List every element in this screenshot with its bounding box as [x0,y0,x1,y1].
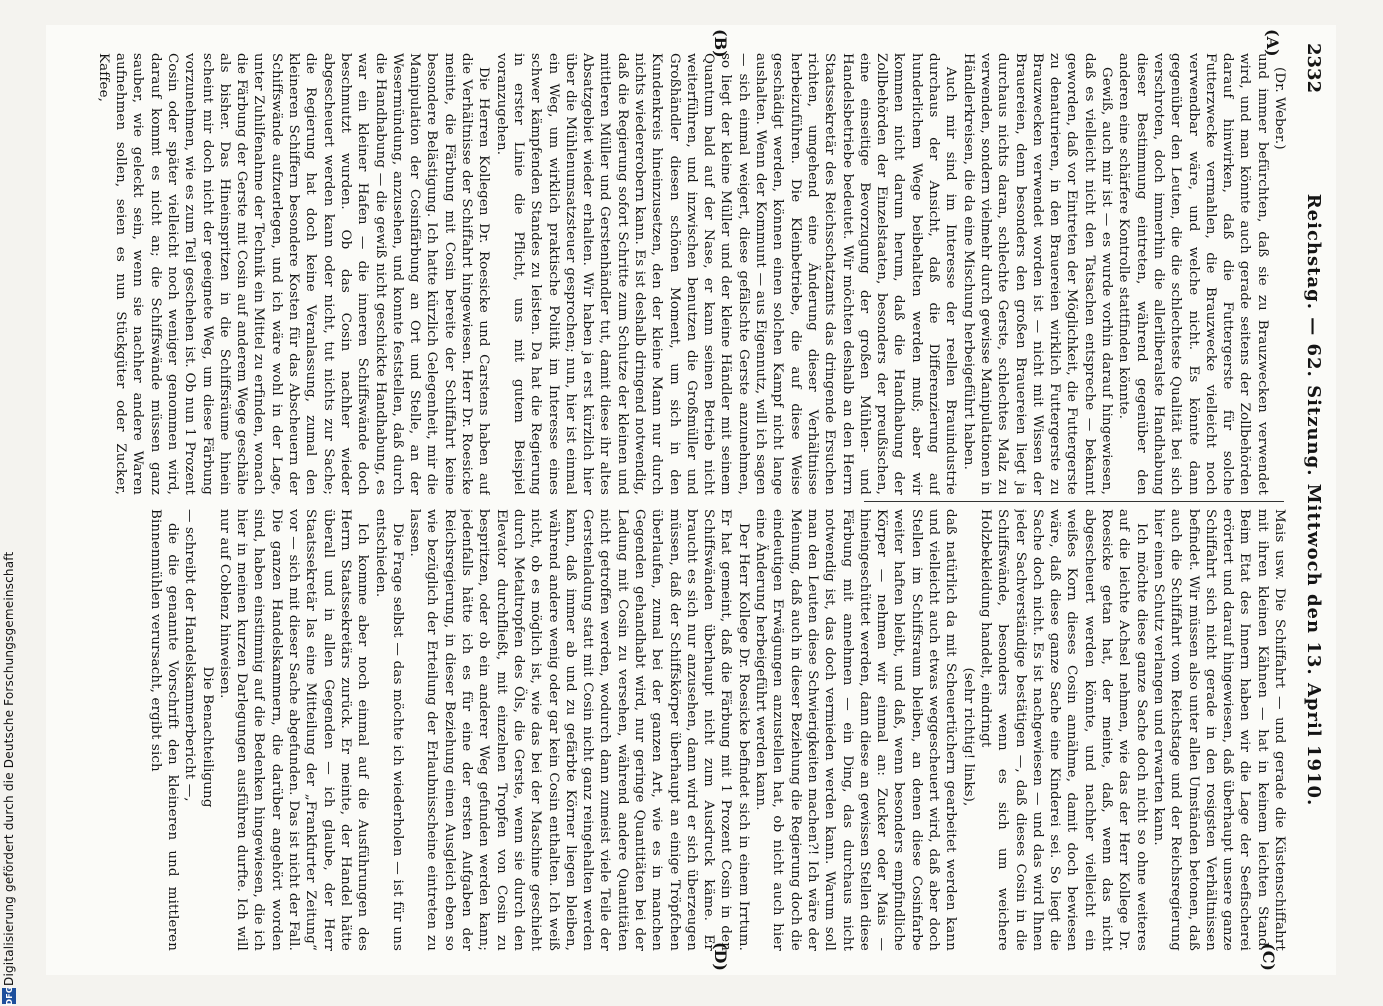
margin-marker-b: (B) [711,29,730,58]
paragraph: Die Frage selbst — das möchte ich wiederholen — ist für uns entschieden. [372,509,405,951]
paragraph: Der Herr Kollege Dr. Roesicke befindet sich in einem Irrtum. Er hat gemeint, daß die Färbung mit 1 Prozent Cosin in den Schiffswänden überhaupt nicht zum Ausdruck käme. Er braucht es sich nur anzusehen, dann wird er sich überzeugen müssen, daß der Schiffskörper überhaupt an einige Tröpfchen überlaufen, zumal bei der ganzen Art, wie es in manchen Gegenden gehandhabt wird, nur geringe Quantitäten bei der Ladung mit Cosin zu versehen, während andere Quantitäten nicht getroffen werden, wodurch dann zumeist viele Teile der Gerstenladung statt mit Cosin nicht ganz reingehalten werden kann, daß immer ab und zu gefärbte Körner liegen bleiben, während andere wenig oder gar kein Cosin enthalten. Ich weiß nicht, ob es möglich ist, wie das bei der Maschine geschieht durch Metaltropfen des Öls, die Gerste, wenn sie durch den Elevator durchfließt, mit einzelnen Tropfen von Cosin zu bespritzen, oder ob ein anderer Weg gefunden werden kann; jedenfalls hätte ich es für eine der ersten Aufgaben der Reichsregierung, in dieser Beziehung einen Ausgleich eben so wie bezüglich der Erteilung der Erlaubnisscheine eintreten zu lassen. [407,509,751,951]
speaker-name: (Dr. Weber.) [1272,67,1287,150]
page-number: 2332 [1303,43,1324,94]
paragraph: die die genannte Vorschrift den kleineren und mittleren Binnenmühlen verursacht, ergibt sich [147,509,180,951]
document-page [46,25,1336,975]
paragraph: Ich möchte diese ganze Sache doch nicht so ohne weiteres auf die leichte Achsel nehmen, wie das der Herr Kollege Dr. Roesicke getan hat, der meinte, daß, wenn das nicht abgescheuert werden könnte, und nachher vielleicht ein weißes Korn dieses Cosin annähme, damit doch bewiesen wäre, daß diese ganze Sache eine Kinderei sei. So liegt die Sache doch nicht. Es ist nachgewiesen — und das wird Ihnen jeder Sachverständige bestätigen —, daß dieses Cosin in die Schiffswände, besonders wenn es sich um weichere Holzbekleidung handelt, eindringt [977,509,1149,951]
paragraph: Ich komme aber noch einmal auf die Ausführungen des Herrn Staatssekretärs zurück. Er meinte, der Handel hätte überall und in allen Gegenden — ich glaube, der Herr Staatssekretär las eine Mitteilung der „Frankfurter Zeitung“ vor — sich mit dieser Sache abgefunden. Das ist nicht der Fall. Die ganzen Handelskammern, die darüber angehört worden sind, haben einstimmig auf die Bedenken hingewiesen, die ich hier in meinen kurzen Darlegungen ausführen durfte. Ich will nur auf Coblenz hinweisen. [216,509,371,951]
paragraph: daß natürlich da mit Scheuertüchern gearbeitet werden kann und vielleicht auch etwas weggescheuert wird, daß aber doch Stellen im Schiffsraum bleiben, an denen diese Cosinfarbe weiter haften bleibt, und daß, wenn besonders empfindliche Körper — nehmen wir einmal an: Zucker oder Mais — hineingeschüttet werden, dann diese an gewissen Stellen diese Färbung mit annehmen — ein Ding, das durchaus nicht notwendig ist, das doch vermieden werden kann. Warum soll man den Leuten diese Schwierigkeiten machen?! Ich wäre der Meinung, daß auch in dieser Beziehung die Regierung doch die eindeutigen Erwägungen anzustellen hat, ob nicht auch hier eine Änderung herbeigeführt werden kann. [753,509,959,951]
quote-heading: Die Benachteiligung [199,666,215,808]
paragraph: — schreibt der Handelskammerbericht —, [182,509,198,802]
running-head: Reichstag. — 62. Sitzung. Mittwoch den 13. April 1910. [1303,193,1324,807]
credit-text: Digitalisierung gefördert durch die Deutsche Forschungsgemeinschaft [2,551,16,986]
page-header [1298,43,1324,957]
right-column [68,509,1288,951]
left-column [68,53,1288,495]
margin-marker-c: (C) [1259,943,1278,971]
digitization-credit [0,0,18,1006]
column-divider [864,501,1284,502]
paragraph: Gewiß, auch mir ist — es wurde vorhin darauf hingewiesen, daß es vielleicht nicht den Tatsachen entspreche — bekannt geworden, daß vor Eintreten der Möglichkeit, die Futtergerste zu denaturieren, in den Brauereien wirklich Futtergerste zu Brauzwecken verwendet worden ist — nicht mit Wissen der Brauereien, denn besonders den großen Brauereien liegt ja durchaus nichts daran, schlechte Gerste, schlechtes Malz zu verwenden, sondern vielmehr durch gewisse Manipulationen in Händlerkreisen, die da eine Mischung herbeigeführt haben. [960,53,1115,495]
paragraph: Auch mir sind im Interesse der reellen Brauindustrie durchaus der Ansicht, daß die Differenzierung auf hunderlichem Wege beibehalten werden muß; aber wir kommen nicht darum herum, daß die Handhabung der Zollbehörden der Einzelstaaten, besonders der preußischen, eine einseitige Bevorzugung der großen Mühlen- und Handelsbetriebe bedeutet. Wir möchten deshalb an den Herrn Staatssekretär des Reichsschatzamts das dringende Ersuchen richten, umgehend eine Änderung dieser Verhältnisse herbeizuführen. Die Kleinbetriebe, die auf diese Weise geschädigt werden, können einen solchen Kampf nicht lange aushalten. Wenn der Kommunt — aus Eigennutz, will ich sagen — sich einmal weigert, diese gefälschte Gerste anzunehmen, so liegt der kleine Müller und der kleine Händler mit seinem Quantum bald auf der Nase, er kann seinen Betrieb nicht weiterführen, und inzwischen benutzen die Großmüller und Großhändler diesen schönen Moment, um sich in den Kundenkreis hineinzusetzen, den der kleine Mann nur durch nichts wiedererobern kann. Es ist deshalb dringend notwendig, daß die Regierung sofort Schritte zum Schutze der kleinen und mittleren Müller und Gerstenhändler tut, damit diese ihr altes Absatzgebiet wieder erhalten. Wir haben ja erst kürzlich hier über die Mühlenumsatzsteuer gesprochen; nun, hier ist einmal ein Weg, um wirklich praktische Politik im Interesse eines schwer kämpfenden Standes zu leisten. Da hat die Regierung in erster Linie die Pflicht, uns mit gutem Beispiel voranzugehen. [493,53,959,495]
margin-marker-d: (D) [711,941,730,971]
margin-marker-a: (A) [1263,29,1282,57]
paragraph: Die Herren Kollegen Dr. Roesicke und Carstens haben auf die Verhältnisse der Schiffahrt hingewiesen. Herr Dr. Roesicke meinte, die Färbung mit Cosin bereite der Schiffahrt keine besondere Belästigung. Ich hatte kürzlich Gelegenheit, mir die Manipulation der Cosinfärbung an Ort und Stelle, an der Wesermündung, anzusehen, und konnte feststellen, daß durch die Handhabung — die gewiß nicht geschickte Handhabung, es war ein kleiner Hafen — die inneren Schiffswände doch beschmutzt wurden. Ob das Cosin nachher wieder abgescheuert werden kann oder nicht, tut nichts zur Sache; die Regierung hat doch keine Veranlassung, zumal den kleineren Schiffern besondere Kosten für das Abscheuern der Schiffswände aufzuerlegen, und ich wäre wohl in der Lage, unter Zuhilfenahme der Technik ein Mittel zu erfinden, wonach die Färbung der Gerste mit Cosin auf anderem Wege geschähe als bisher. Das Hineinspritzen in die Schiffsräume hinein scheint mir doch nicht der geeignete Weg, um diese Färbung vorzunehmen, wie es zum Teil geschehen ist. Ob nun 1 Prozent Cosin oder später vielleicht noch weniger genommen wird, darauf kommt es nicht an; die Schiffswände müssen ganz sauber, wie geleckt sein, wenn sie nachher andere Waren aufnehmen sollen, seien es nun Stückgüter oder Zucker, Kaffee, [95,53,492,495]
interjection: (sehr richtig! links), [960,667,976,807]
paragraph: und immer befürchten, daß sie zu Brauzwecken verwendet wird, und man könnte auch gerade seitens der Zollbehörden darauf hinwirken, daß die Futtergerste für solche Futterzwecke vermahlen, die Brauzwecke vielleicht noch verwendbar wäre, und welche nicht. Es könnte dann gegenüber den Leuten, die die schlechteste Qualität bei sich verschroten, doch immerhin die allerliberalste Handhabung dieser Bestimmung eintreten, während gegenüber den anderen eine schärfere Kontrolle stattfinden könnte. [1116,53,1270,495]
paragraph: Mais usw. Die Schiffahrt — und gerade die Küstenschiffahrt mit ihren kleinen Kähnen — hat in keinem leichten Stand. Beim Etat des Innern haben wir die Lage der Seefischerei erörtert und darauf hingewiesen, daß überhaupt unsere ganze Schiffahrt sich nicht gerade in den rosigsten Verhältnissen befindet. Wir müssen also unter allen Umständen betonen, daß auch die Schiffahrt vom Reichstage und der Reichsregierung hier einen Schutz verlangen und erwarten kann. [1150,509,1287,951]
dfg-logo-icon: DFG [2,988,16,1004]
